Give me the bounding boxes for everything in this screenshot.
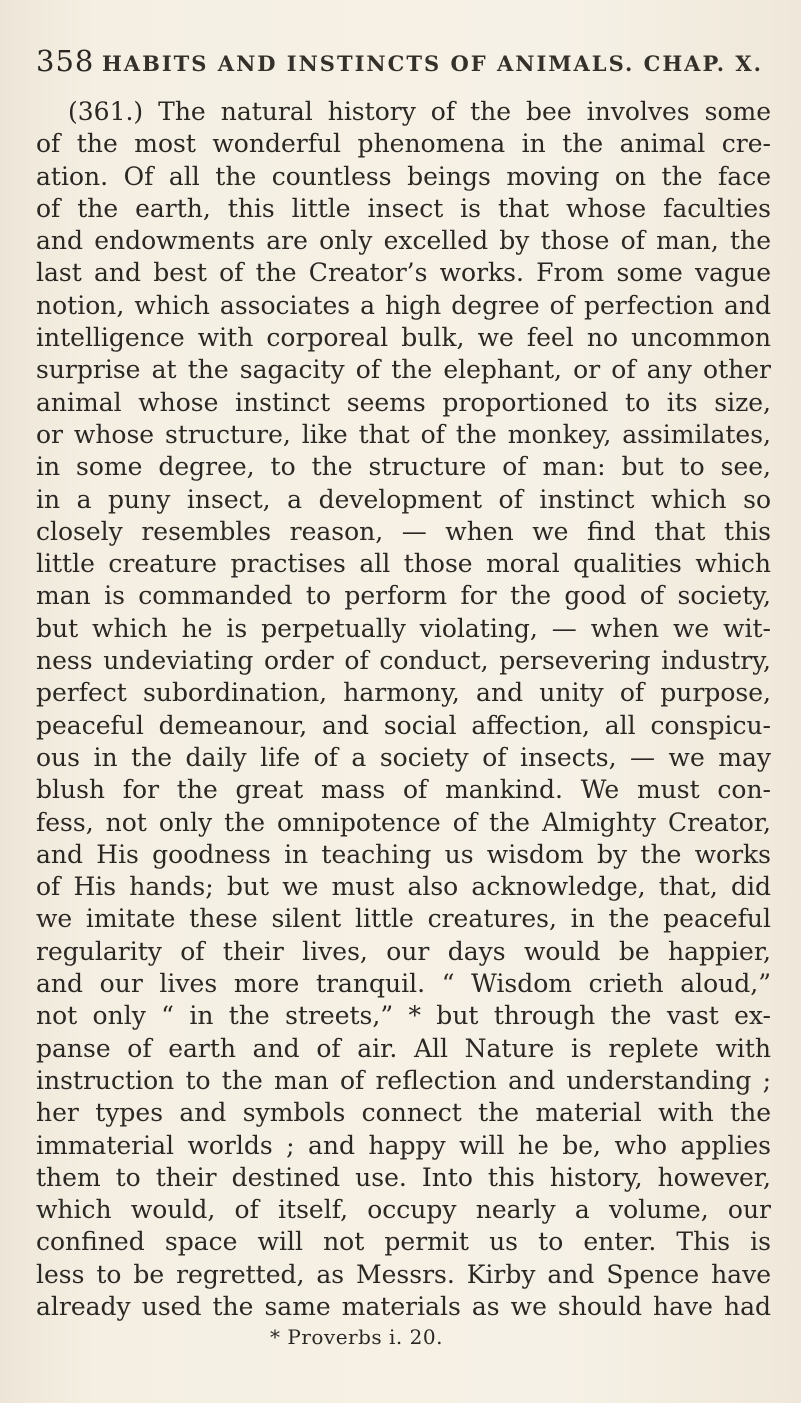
text-line: in some degree, to the structure of man: but to see,: [36, 452, 771, 482]
text-line: panse of earth and of air. All Nature is replete with: [36, 1033, 771, 1063]
text-line: and His goodness in teaching us wisdom by the works: [36, 839, 771, 869]
text-line: and our lives more tranquil. “ Wisdom crieth aloud,”: [36, 969, 771, 999]
page-header: [36, 44, 771, 88]
text-line: in a puny insect, a development of instinct which so: [36, 484, 771, 514]
text-line: ation. Of all the countless beings moving on the face: [36, 161, 771, 191]
text-line: man is commanded to perform for the good of society,: [36, 581, 771, 611]
text-line: but which he is perpetually violating, — when we wit-: [36, 613, 771, 643]
text-line: of the most wonderful phenomena in the animal cre-: [36, 129, 771, 159]
text-line: confined space will not permit us to enter. This is: [36, 1227, 771, 1257]
text-line: already used the same materials as we should have had: [36, 1291, 771, 1321]
text-line: animal whose instinct seems proportioned to its size,: [36, 387, 771, 417]
text-line: regularity of their lives, our days would be happier,: [36, 936, 771, 966]
text-line: notion, which associates a high degree of perfection and: [36, 290, 771, 320]
text-line: of His hands; but we must also acknowledge, that, did: [36, 872, 771, 902]
text-line: and endowments are only excelled by those of man, the: [36, 226, 771, 256]
text-line: instruction to the man of reflection and understanding ;: [36, 1065, 771, 1095]
text-line: blush for the great mass of mankind. We must con-: [36, 775, 771, 805]
text-line: intelligence with corporeal bulk, we feel no uncommon: [36, 323, 771, 353]
text-line: of the earth, this little insect is that whose faculties: [36, 193, 771, 223]
text-line: surprise at the sagacity of the elephant, or of any other: [36, 355, 771, 385]
text-line: fess, not only the omnipotence of the Almighty Creator,: [36, 807, 771, 837]
text-line: peaceful demeanour, and social affection, all conspicu-: [36, 710, 771, 740]
text-line: less to be regretted, as Messrs. Kirby and Spence have: [36, 1259, 771, 1289]
text-line: which would, of itself, occupy nearly a volume, our: [36, 1195, 771, 1225]
text-line: perfect subordination, harmony, and unity of purpose,: [36, 678, 771, 708]
text-line: last and best of the Creator’s works. From some vague: [36, 258, 771, 288]
text-line: them to their destined use. Into this history, however,: [36, 1162, 771, 1192]
footnote: * Proverbs i. 20.: [270, 1325, 443, 1350]
text-line: ness undeviating order of conduct, persevering industry,: [36, 646, 771, 676]
text-line: we imitate these silent little creatures, in the peaceful: [36, 904, 771, 934]
text-line: her types and symbols connect the material with the: [36, 1098, 771, 1128]
text-line: or whose structure, like that of the monkey, assimilates,: [36, 419, 771, 449]
body-text: [36, 96, 771, 1323]
text-line: not only “ in the streets,” * but through the vast ex-: [36, 1001, 771, 1031]
page-number: 358: [36, 44, 95, 78]
text-line: immaterial worlds ; and happy will he be, who applies: [36, 1130, 771, 1160]
text-line: closely resembles reason, — when we find that this: [36, 516, 771, 546]
text-line: ous in the daily life of a society of insects, — we may: [36, 742, 771, 772]
running-head: HABITS AND INSTINCTS OF ANIMALS. CHAP. X.: [101, 51, 763, 76]
text-line: (361.) The natural history of the bee involves some: [68, 97, 771, 126]
text-line: little creature practises all those moral qualities which: [36, 549, 771, 579]
